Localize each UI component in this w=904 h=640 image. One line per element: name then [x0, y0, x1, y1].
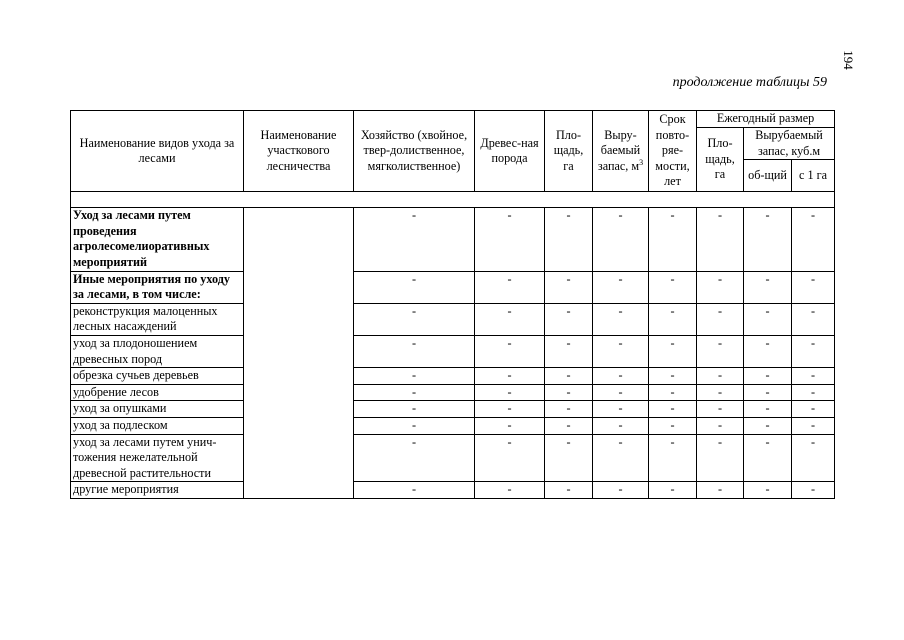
value-cell: -	[593, 303, 649, 335]
header-annual-area: Пло-щадь, га	[697, 128, 744, 192]
row-activity-name: уход за плодоношением древесных пород	[71, 335, 244, 367]
value-cell: -	[354, 401, 475, 418]
table-row	[71, 303, 835, 335]
value-cell: -	[545, 384, 593, 401]
header-harvest-text: Выру-баемый запас, м	[597, 127, 641, 173]
value-cell: -	[697, 303, 744, 335]
value-cell: -	[649, 303, 697, 335]
row-activity-name: обрезка сучьев деревьев	[71, 368, 244, 385]
value-cell: -	[744, 303, 792, 335]
value-cell: -	[792, 417, 835, 434]
value-cell: -	[354, 368, 475, 385]
value-cell: -	[593, 384, 649, 401]
value-cell: -	[649, 434, 697, 482]
value-cell: -	[593, 208, 649, 271]
row-activity-name: Уход за лесами путем проведения агролесомелиоративных мероприятий	[71, 208, 244, 271]
value-cell: -	[649, 417, 697, 434]
value-cell: -	[697, 401, 744, 418]
value-cell: -	[545, 208, 593, 271]
header-annual: Ежегодный размер	[697, 111, 835, 128]
value-cell: -	[792, 434, 835, 482]
header-per-ha: с 1 га	[792, 160, 835, 192]
header-activity: Наименование видов ухода за лесами	[71, 111, 244, 192]
row-activity-name: уход за опушками	[71, 401, 244, 418]
table-row	[71, 401, 835, 418]
row-activity-name: Иные мероприятия по уходу за лесами, в том числе:	[71, 271, 244, 303]
value-cell: -	[593, 482, 649, 499]
value-cell: -	[744, 208, 792, 271]
value-cell: -	[354, 271, 475, 303]
value-cell: -	[744, 271, 792, 303]
value-cell: -	[545, 417, 593, 434]
table-row	[71, 417, 835, 434]
value-cell: -	[792, 303, 835, 335]
value-cell: -	[475, 368, 545, 385]
value-cell: -	[475, 434, 545, 482]
value-cell: -	[475, 417, 545, 434]
table-row	[71, 335, 835, 367]
header-economy: Хозяйство (хвойное, твер-долиственное, мягколиственное)	[354, 111, 475, 192]
table-continuation-caption: продолжение таблицы 59	[672, 75, 827, 90]
value-cell: -	[545, 401, 593, 418]
row-activity-name: реконструкция малоценных лесных насаждений	[71, 303, 244, 335]
row-activity-name: удобрение лесов	[71, 384, 244, 401]
value-cell: -	[792, 401, 835, 418]
value-cell: -	[475, 335, 545, 367]
value-cell: -	[545, 335, 593, 367]
header-period: Срок повто-ряе-мости, лет	[649, 111, 697, 192]
value-cell: -	[697, 482, 744, 499]
value-cell: -	[697, 335, 744, 367]
value-cell: -	[697, 271, 744, 303]
header-total: об-щий	[744, 160, 792, 192]
table-body	[71, 192, 835, 499]
row-activity-name: уход за лесами путем унич-тожения нежелательной древесной растительности	[71, 434, 244, 482]
value-cell: -	[475, 208, 545, 271]
value-cell: -	[545, 303, 593, 335]
spacer-row	[71, 192, 835, 208]
header-harvest-unit-exponent: 3	[639, 157, 644, 167]
page-number: 194	[841, 50, 856, 70]
value-cell: -	[744, 335, 792, 367]
value-cell: -	[697, 417, 744, 434]
value-cell: -	[792, 271, 835, 303]
header-harvest	[593, 111, 649, 192]
value-cell: -	[354, 208, 475, 271]
table-row	[71, 271, 835, 303]
value-cell: -	[744, 482, 792, 499]
value-cell: -	[792, 384, 835, 401]
value-cell: -	[593, 417, 649, 434]
table-row	[71, 368, 835, 385]
header-species: Древес-ная порода	[475, 111, 545, 192]
header-district: Наименование участкового лесничества	[244, 111, 354, 192]
value-cell: -	[697, 434, 744, 482]
value-cell: -	[354, 303, 475, 335]
value-cell: -	[649, 482, 697, 499]
value-cell: -	[354, 335, 475, 367]
district-cell	[244, 208, 354, 499]
value-cell: -	[593, 271, 649, 303]
value-cell: -	[649, 368, 697, 385]
value-cell: -	[649, 384, 697, 401]
value-cell: -	[697, 384, 744, 401]
value-cell: -	[649, 401, 697, 418]
value-cell: -	[744, 368, 792, 385]
value-cell: -	[792, 368, 835, 385]
value-cell: -	[354, 434, 475, 482]
header-area: Пло-щадь, га	[545, 111, 593, 192]
spacer-cell	[71, 192, 835, 208]
value-cell: -	[545, 434, 593, 482]
forest-care-table	[70, 110, 835, 499]
value-cell: -	[697, 208, 744, 271]
value-cell: -	[545, 482, 593, 499]
value-cell: -	[475, 401, 545, 418]
value-cell: -	[593, 368, 649, 385]
header-annual-stock: Вырубаемый запас, куб.м	[744, 128, 835, 160]
value-cell: -	[649, 271, 697, 303]
table-row	[71, 384, 835, 401]
value-cell: -	[475, 482, 545, 499]
value-cell: -	[649, 335, 697, 367]
value-cell: -	[593, 434, 649, 482]
value-cell: -	[744, 384, 792, 401]
table-row	[71, 482, 835, 499]
value-cell: -	[354, 417, 475, 434]
value-cell: -	[697, 368, 744, 385]
value-cell: -	[792, 335, 835, 367]
value-cell: -	[545, 271, 593, 303]
value-cell: -	[593, 401, 649, 418]
table-row	[71, 434, 835, 482]
value-cell: -	[593, 335, 649, 367]
value-cell: -	[354, 482, 475, 499]
value-cell: -	[792, 208, 835, 271]
row-activity-name: уход за подлеском	[71, 417, 244, 434]
table-row	[71, 208, 835, 271]
value-cell: -	[475, 303, 545, 335]
value-cell: -	[792, 482, 835, 499]
value-cell: -	[649, 208, 697, 271]
value-cell: -	[475, 384, 545, 401]
value-cell: -	[744, 417, 792, 434]
value-cell: -	[354, 384, 475, 401]
value-cell: -	[744, 434, 792, 482]
row-activity-name: другие мероприятия	[71, 482, 244, 499]
value-cell: -	[545, 368, 593, 385]
value-cell: -	[475, 271, 545, 303]
value-cell: -	[744, 401, 792, 418]
